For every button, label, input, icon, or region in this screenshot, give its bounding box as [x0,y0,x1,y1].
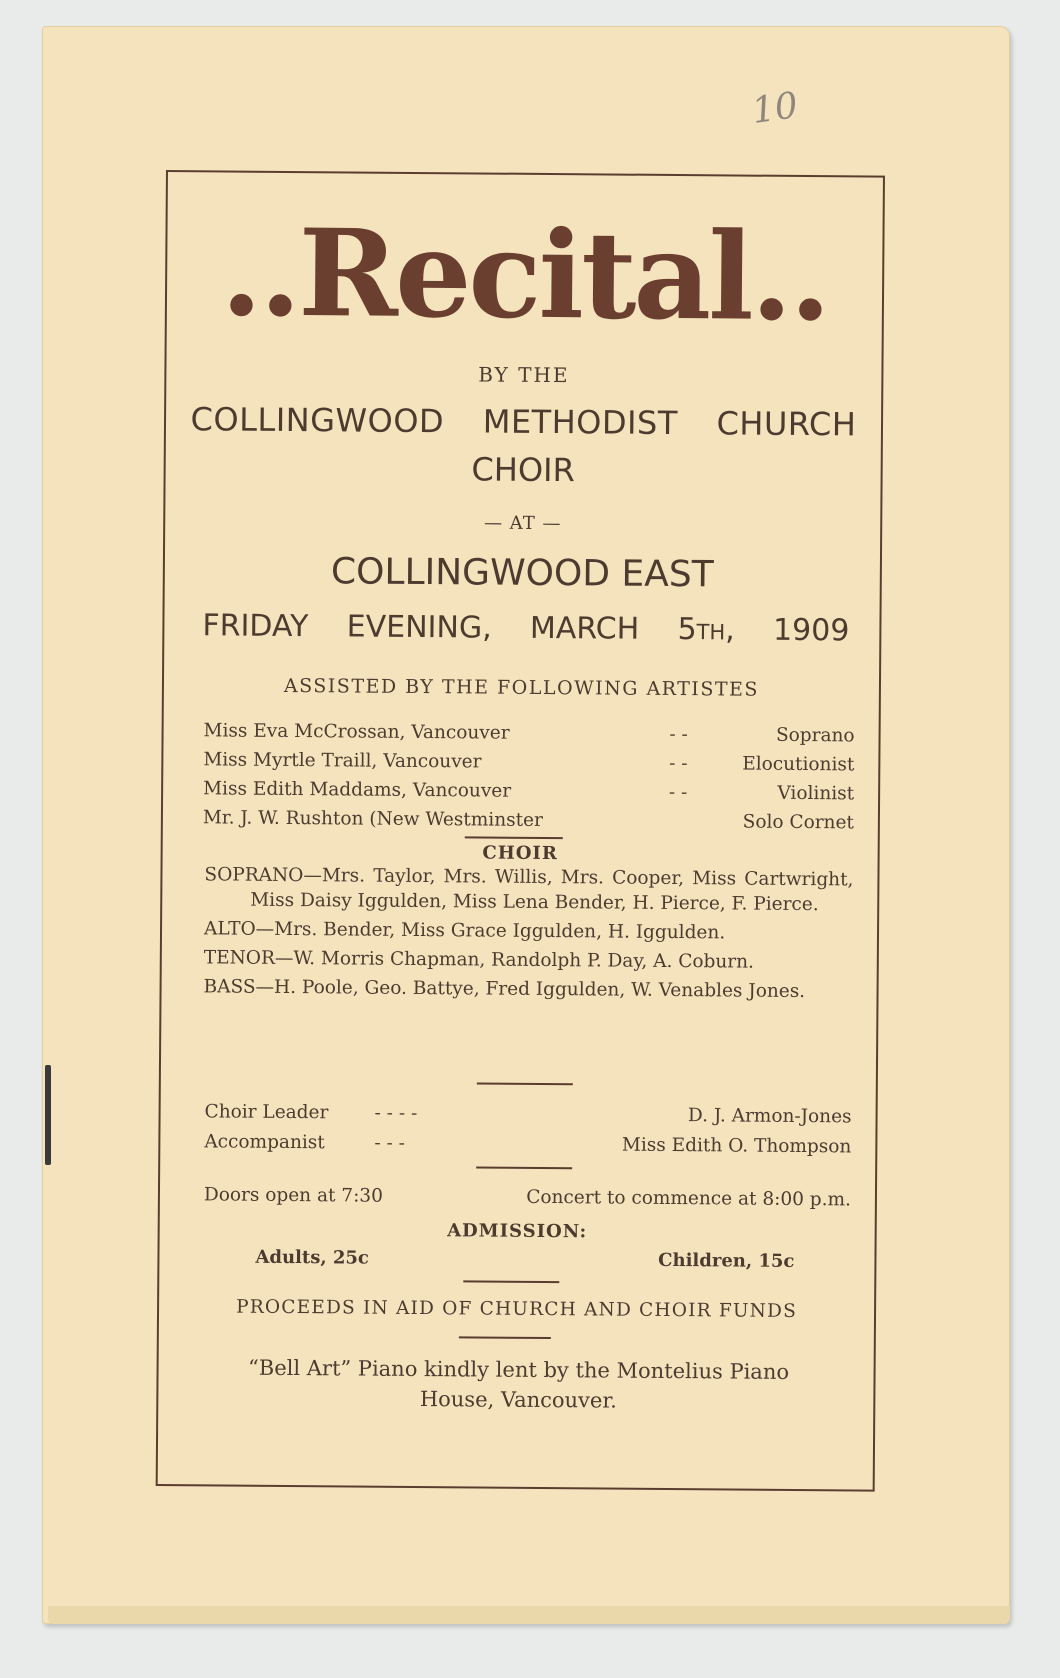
choir-word: CHOIR [471,450,575,490]
bordered-frame [156,170,885,1492]
date-month: MARCH [529,610,640,647]
official-label: Choir Leader [204,1100,329,1123]
artist-dash: - - [669,752,688,775]
divider-rule [463,1280,559,1283]
officials-list [204,1096,851,1161]
date-evening: EVENING, [346,609,492,646]
official-value: Miss Edith O. Thompson [621,1134,852,1157]
admission-prices [255,1247,794,1272]
artist-dash: - - [668,781,688,804]
admission-heading: ADMISSION: [447,1220,588,1243]
choir-heading: CHOIR [482,842,558,865]
choir-alto: ALTO—Mrs. Bender, Miss Grace Iggulden, H. Iggulden. [203,918,726,944]
choir-soprano: SOPRANO—Mrs. Taylor, Mrs. Willis, Mrs. Cooper, Miss Cartwright, Miss Daisy Iggulden, Miss Lena Bender, H. Pierce, F. Pierce. [204,864,854,916]
event-date [202,608,849,648]
handwritten-annotation: 10 [749,85,801,132]
artists-list [203,716,855,837]
official-dash: - - - [374,1132,405,1154]
divider-rule [476,1166,572,1169]
choir-bass: BASS—H. Poole, Geo. Battye, Fred Iggulden, W. Venables Jones. [203,976,806,1003]
date-day: FRIDAY [202,608,309,645]
artist-name: Miss Edith Maddams, Vancouver [203,778,512,802]
venue: COLLINGWOOD EAST [330,551,714,596]
piano-credit: “Bell Art” Piano kindly lent by the Montelius Piano House, Vancouver. [248,1355,790,1413]
date-year: 1909 [772,612,850,649]
event-times [204,1184,851,1210]
choir-roster [203,862,853,1008]
artist-name: Miss Eva McCrossan, Vancouver [203,720,510,744]
artist-dash: - - [669,723,688,746]
artist-role: Solo Cornet [742,811,854,834]
artist-name: Miss Myrtle Traill, Vancouver [203,749,482,773]
staple [45,1065,51,1165]
doors-open: Doors open at 7:30 [203,1184,383,1207]
concert-start: Concert to commence at 8:00 p.m. [526,1186,852,1211]
artist-name: Mr. J. W. Rushton (New Westminster [202,807,543,831]
artist-row [203,803,854,837]
artist-role: Soprano [775,724,855,747]
proceeds-note: PROCEEDS IN AID OF CHURCH AND CHOIR FUNDS [236,1296,798,1322]
adult-price: Adults, 25c [255,1246,370,1269]
artist-role: Violinist [777,782,855,805]
sheet-edge [48,1606,1010,1624]
official-label: Accompanist [204,1130,325,1153]
at-text: — AT — [483,512,562,535]
official-value: D. J. Armon-Jones [687,1104,852,1127]
official-row [204,1126,851,1161]
date-daynum: 5th, [677,612,735,648]
divider-rule [459,1336,551,1339]
choir-tenor: TENOR—W. Morris Chapman, Randolph P. Day, A. Coburn. [203,947,755,973]
divider-rule [477,1082,573,1085]
church-name: COLLINGWOOD METHODIST CHURCH [190,400,857,444]
assisted-heading: ASSISTED BY THE FOLLOWING ARTISTES [283,674,760,701]
recital-title: ..Recital.. [220,202,830,349]
official-dash: - - - - [374,1102,418,1124]
divider-rule [465,836,563,839]
artist-role: Elocutionist [742,753,855,776]
by-the-text: BY THE [478,362,570,388]
child-price: Children, 15c [658,1249,795,1272]
